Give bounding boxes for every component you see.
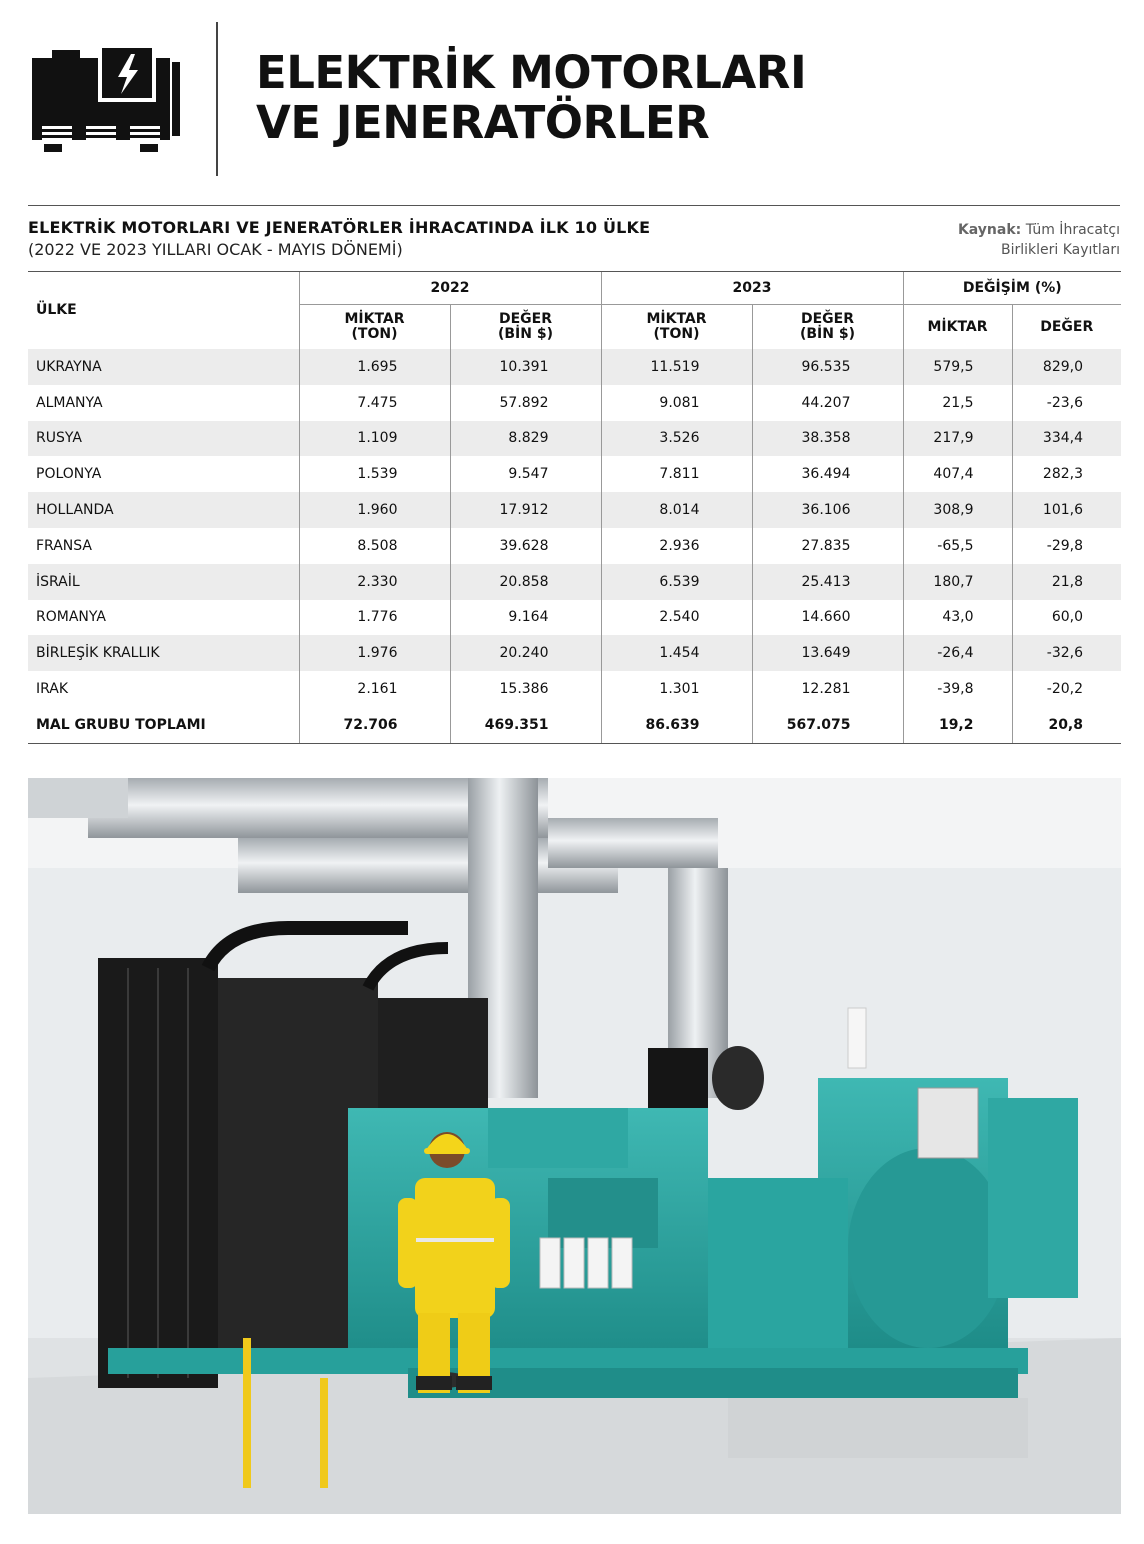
cell-qty-2023: 7.811 [601,456,752,492]
header-qty-2023: MİKTAR (TON) [601,305,752,350]
cell-change-val: 60,0 [1012,600,1121,636]
cell-country: İSRAİL [28,564,299,600]
header-val-2023: DEĞER (BİN $) [752,305,903,350]
cell-val-2022: 8.829 [450,421,601,457]
page-title-line-1: ELEKTRİK MOTORLARI [256,46,807,99]
export-table [28,271,1121,744]
cell-country: BİRLEŞİK KRALLIK [28,635,299,671]
total-change-val: 20,8 [1012,707,1121,744]
cell-qty-2022: 1.960 [299,492,450,528]
cell-val-2023: 12.281 [752,671,903,707]
cell-qty-2022: 8.508 [299,528,450,564]
cell-qty-2022: 1.776 [299,600,450,636]
generator-icon [28,40,180,156]
cell-qty-2023: 2.936 [601,528,752,564]
cell-qty-2023: 1.301 [601,671,752,707]
total-label: MAL GRUBU TOPLAMI [28,707,299,744]
table-row [28,385,1121,421]
cell-qty-2023: 1.454 [601,635,752,671]
cell-country: ROMANYA [28,600,299,636]
cell-change-qty: 308,9 [903,492,1012,528]
table-row [28,528,1121,564]
source-text-1: Tüm İhracatçı [1025,222,1120,238]
cell-change-qty: 21,5 [903,385,1012,421]
header-change-val: DEĞER [1012,305,1121,350]
header-country: ÜLKE [28,272,299,350]
cell-change-qty: 217,9 [903,421,1012,457]
table-row [28,456,1121,492]
total-row [28,707,1121,744]
cell-change-val: 829,0 [1012,349,1121,385]
cell-val-2023: 96.535 [752,349,903,385]
cell-change-val: -29,8 [1012,528,1121,564]
cell-change-qty: 407,4 [903,456,1012,492]
total-qty-2023: 86.639 [601,707,752,744]
table-subtitle: (2022 VE 2023 YILLARI OCAK - MAYIS DÖNEMİ) [28,240,403,259]
cell-qty-2022: 1.695 [299,349,450,385]
header-val-2022: DEĞER (BİN $) [450,305,601,350]
table-row [28,600,1121,636]
header-qty-2022: MİKTAR (TON) [299,305,450,350]
cell-val-2022: 15.386 [450,671,601,707]
cell-val-2023: 38.358 [752,421,903,457]
cell-val-2022: 9.164 [450,600,601,636]
cell-change-qty: -26,4 [903,635,1012,671]
table-row [28,421,1121,457]
table-row [28,671,1121,707]
table-title: ELEKTRİK MOTORLARI VE JENERATÖRLER İHRACATINDA İLK 10 ÜLKE [28,218,651,237]
cell-qty-2023: 6.539 [601,564,752,600]
cell-qty-2022: 1.539 [299,456,450,492]
cell-change-val: 21,8 [1012,564,1121,600]
cell-val-2022: 39.628 [450,528,601,564]
cell-change-val: 334,4 [1012,421,1121,457]
source-text-2: Birlikleri Kayıtları [1000,242,1120,258]
table-row [28,492,1121,528]
cell-country: RUSYA [28,421,299,457]
total-val-2023: 567.075 [752,707,903,744]
cell-country: UKRAYNA [28,349,299,385]
cell-val-2022: 10.391 [450,349,601,385]
cell-val-2023: 36.494 [752,456,903,492]
cell-change-val: 282,3 [1012,456,1121,492]
cell-change-val: 101,6 [1012,492,1121,528]
cell-change-val: -20,2 [1012,671,1121,707]
section-rule [28,205,1120,206]
page-title [256,48,806,148]
cell-change-val: -32,6 [1012,635,1121,671]
cell-val-2023: 36.106 [752,492,903,528]
cell-val-2023: 44.207 [752,385,903,421]
table-row [28,635,1121,671]
cell-change-qty: 579,5 [903,349,1012,385]
source-note [820,220,1120,260]
cell-change-qty: 43,0 [903,600,1012,636]
total-qty-2022: 72.706 [299,707,450,744]
cell-qty-2023: 2.540 [601,600,752,636]
cell-qty-2023: 8.014 [601,492,752,528]
cell-qty-2023: 3.526 [601,421,752,457]
cell-val-2022: 17.912 [450,492,601,528]
cell-qty-2022: 2.161 [299,671,450,707]
header-change-qty: MİKTAR [903,305,1012,350]
cell-val-2022: 57.892 [450,385,601,421]
cell-qty-2022: 7.475 [299,385,450,421]
source-label: Kaynak: [957,222,1022,238]
table-row [28,349,1121,385]
header-divider [216,22,218,176]
cell-val-2023: 14.660 [752,600,903,636]
cell-val-2022: 20.858 [450,564,601,600]
cell-qty-2023: 9.081 [601,385,752,421]
cell-qty-2023: 11.519 [601,349,752,385]
cell-val-2023: 13.649 [752,635,903,671]
cell-change-val: -23,6 [1012,385,1121,421]
total-change-qty: 19,2 [903,707,1012,744]
header-change: DEĞİŞİM (%) [903,272,1121,305]
cell-change-qty: 180,7 [903,564,1012,600]
cell-country: POLONYA [28,456,299,492]
cell-country: HOLLANDA [28,492,299,528]
page-title-line-2: VE JENERATÖRLER [256,96,710,149]
total-val-2022: 469.351 [450,707,601,744]
cell-val-2023: 25.413 [752,564,903,600]
cell-val-2023: 27.835 [752,528,903,564]
generator-room-photo [28,778,1121,1514]
cell-country: IRAK [28,671,299,707]
cell-country: ALMANYA [28,385,299,421]
cell-country: FRANSA [28,528,299,564]
cell-val-2022: 20.240 [450,635,601,671]
cell-qty-2022: 2.330 [299,564,450,600]
cell-qty-2022: 1.109 [299,421,450,457]
table-row [28,564,1121,600]
header-year-2023: 2023 [601,272,903,305]
cell-val-2022: 9.547 [450,456,601,492]
cell-change-qty: -39,8 [903,671,1012,707]
cell-qty-2022: 1.976 [299,635,450,671]
cell-change-qty: -65,5 [903,528,1012,564]
header-year-2022: 2022 [299,272,601,305]
